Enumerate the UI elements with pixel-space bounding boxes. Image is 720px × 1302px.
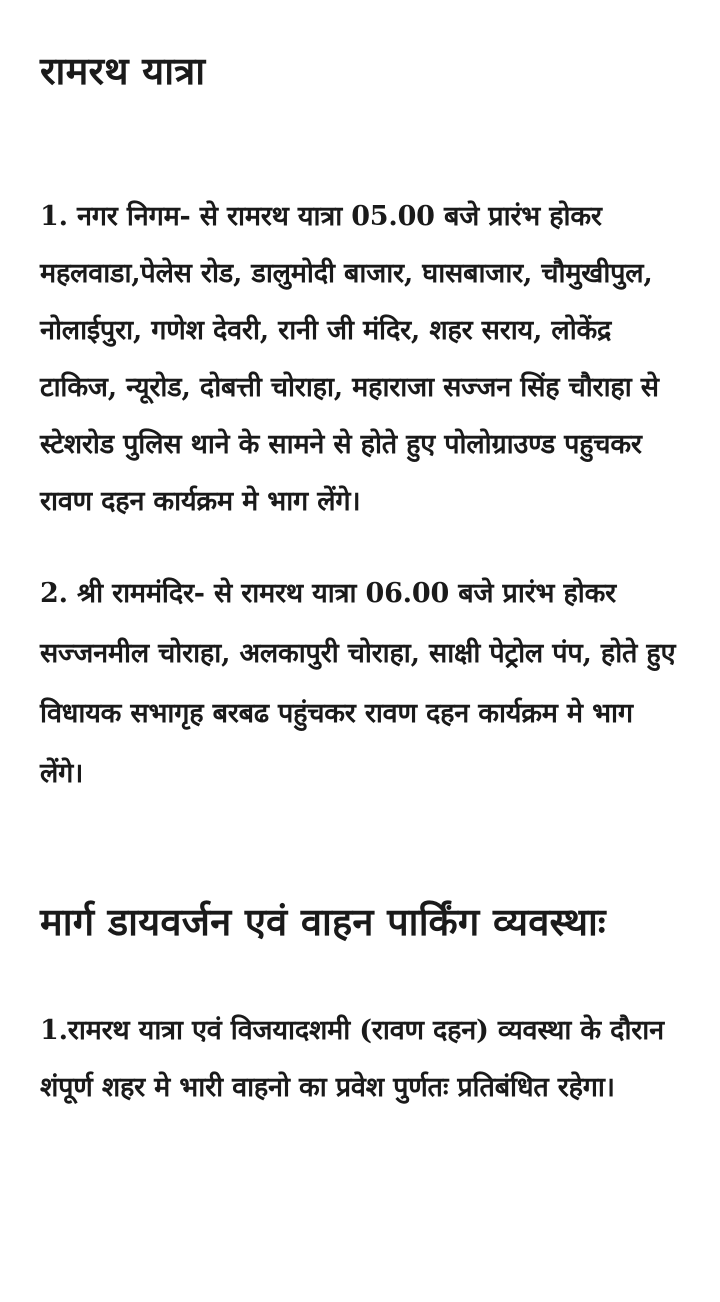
route-item-nagar-nigam: 1. नगर निगम- से रामरथ यात्रा 05.00 बजे प्रारंभ होकर महलवाडा,पेलेस रोड, डालुमोदी बाजार, घासबाजार, चौमुखीपुल, नोलाईपुरा, गणेश देवरी, रानी जी मंदिर, शहर सराय, लोकेंद्र टाकिज, न्यूरोड, दोबत्ती चोराहा, महाराजा सज्जन सिंह चौराहा से स्टेशरोड पुलिस थाने के सामने से होते हुए पोलोग्राउण्ड पहुचकर रावण दहन कार्यक्रम मे भाग लेंगे। [40, 201, 659, 517]
article-title: रामरथ यात्रा [40, 48, 206, 93]
diversion-item-heavy-vehicles: 1.रामरथ यात्रा एवं विजयादशमी (रावण दहन) व्यवस्था के दौरान शंपूर्ण शहर मे भारी वाहनो का प्रवेश पुर्णतः प्रतिबंधित रहेगा। [40, 1015, 664, 1103]
route-item-ram-mandir: 2. श्री राममंदिर- से रामरथ यात्रा 06.00 बजे प्रारंभ होकर सज्जनमील चोराहा, अलकापुरी चोराहा, साक्षी पेट्रोल पंप, होते हुए विधायक सभागृह बरबढ पहुंचकर रावण दहन कार्यक्रम मे भाग लेंगे। [40, 578, 676, 789]
section-heading-diversion-parking: मार्ग डायवर्जन एवं वाहन पार्किंग व्यवस्थाः [40, 899, 606, 944]
